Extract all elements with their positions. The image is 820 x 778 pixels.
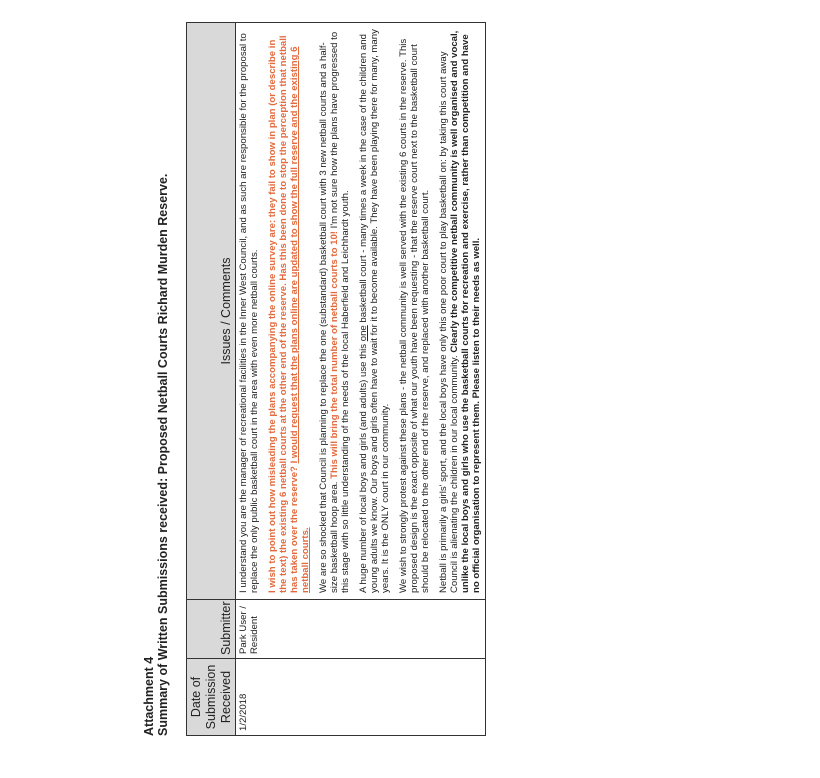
comment-text: We are so shocked that Council is planning to replace the one (substandard) basketball court with 3 new netball courts and a half-size basketball hoop area. (318, 42, 340, 593)
cell-date: 1/2/2018 (236, 659, 486, 736)
page-header (142, 46, 170, 736)
comment-text: I understand you are the manager of recreational facilities in the Inner West Council, and as such are responsible for the proposal to replace the only public basketball court in the area with even more netball courts. (238, 33, 260, 593)
table-header-row (187, 23, 236, 736)
cell-submitter: Park User / Resident (236, 600, 486, 659)
comment-text: Netball is primarily a girls' sport, and the local boys have only this one poor court to play basketball on: by taking this court away Council is alienating the children in our local community. (438, 51, 460, 593)
comment-text: A huge number of local boys and girls (and adults) use this (358, 343, 369, 593)
bold-text: Clearly the competitive netball community is well organised and vocal, unlike the local boys and girls who use the basketball courts for recreation and exercise, rather than competition and have no official organisation to represent them. Please listen to their needs as well. (449, 30, 482, 593)
document-title: Summary of Written Submissions received: Proposed Netball Courts Richard Murden Reserve. (156, 173, 170, 736)
comment-paragraph (267, 29, 311, 593)
column-header-submitter: Submitter (187, 600, 236, 659)
comment-text: I'm not sure how the plans have progressed to this stage with so little understanding of the needs of the local Haberfield and Leichhardt youth. (329, 31, 351, 593)
underlined-text: one (358, 325, 369, 342)
column-header-date: Date of Submission Received (187, 659, 236, 736)
rotated-page (140, 29, 660, 758)
comment-text: basketball court - many times a week in the case of the children and young adults we know. Our boys and girls often have to wait for it to become available. They have been playing there for many, many years. It is the ONLY court in our community. (358, 29, 391, 593)
comment-paragraph (398, 29, 431, 593)
comment-text: We wish to strongly protest against these plans - the netball community is well served with the existing 6 courts in the reserve. This proposed design is the exact opposite of what our youth have been requesting - that the reserve court next to the basketball court should be relocated to the other end of the reserve, and replaced with another basketball court. (398, 38, 431, 593)
cell-comments (236, 23, 486, 600)
comment-paragraph (238, 29, 260, 593)
attachment-label: Attachment 4 (142, 656, 156, 736)
comment-paragraph (358, 29, 391, 593)
comment-paragraph (318, 29, 351, 593)
highlighted-underlined-text: I would request that the plans online are updated to show the full reserve and the existing 6 netball courts. (289, 46, 311, 593)
submissions-table (186, 22, 486, 736)
table-row (236, 23, 486, 736)
comment-paragraph (438, 29, 482, 593)
column-header-comments: Issues / Comments (187, 23, 236, 600)
highlighted-text: I wish to point out how misleading the plans accompanying the online survey are: they fail to show in plan (or describe in the text) the existing 6 netball courts at the other end of the reserve. Has this been done to stop the perception that netball has taken over the reserve? (267, 35, 300, 593)
highlighted-text: This will bring the total number of netball courts to 10! (329, 231, 340, 479)
